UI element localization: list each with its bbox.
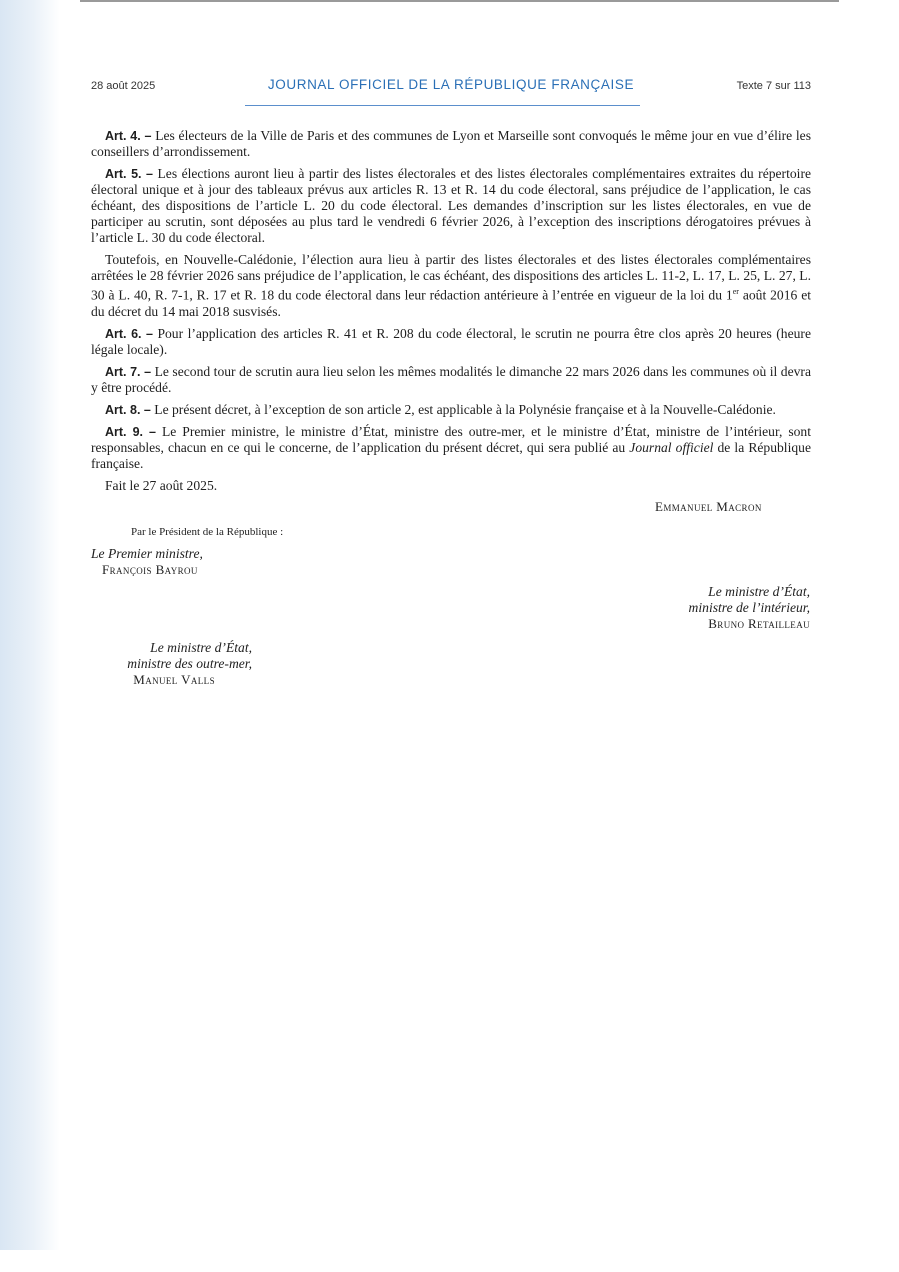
- article-7: [91, 364, 811, 396]
- president-signature: [655, 499, 762, 515]
- outremer-title-1: Le ministre d’État,: [150, 640, 252, 655]
- president-name: Emmanuel Macron: [655, 499, 762, 514]
- outremer-title-2: ministre des outre-mer,: [127, 656, 252, 671]
- article-8: [91, 402, 811, 418]
- decree-body: [91, 128, 811, 500]
- page-header: [91, 76, 811, 98]
- header-rule: [245, 105, 640, 106]
- done-at: Fait le 27 août 2025.: [105, 477, 218, 493]
- outremer-name: Manuel Valls: [133, 672, 215, 687]
- article-4: [91, 128, 811, 160]
- paragraph-text: août 2016 et du décret du 14 mai 2018 susvisés.: [91, 287, 811, 319]
- article-text-italic: Journal officiel: [629, 439, 714, 455]
- article-text: Pour l’application des articles R. 41 et R. 208 du code électoral, le scrutin ne pourra être clos après 20 heures (heure légale locale).: [91, 325, 811, 357]
- top-rule: [80, 0, 839, 2]
- article-5-continuation: [91, 252, 811, 320]
- article-5: [91, 166, 811, 246]
- superscript: er: [732, 287, 739, 296]
- interieur-name: Bruno Retailleau: [708, 616, 810, 631]
- article-text: Le Premier ministre, le ministre d’État, ministre des outre-mer, et le ministre d’État, ministre de l’intérieur, sont responsables, chacun en ce qui le concerne, de l’application du présent décret, qui sera publié au: [91, 423, 811, 455]
- article-label: Art. 8. –: [105, 402, 151, 417]
- page-number: Texte 7 sur 113: [736, 80, 811, 92]
- journal-title: JOURNAL OFFICIEL DE LA RÉPUBLIQUE FRANÇAISE: [267, 77, 635, 92]
- article-label: Art. 4. –: [105, 129, 152, 143]
- outremer-signature: [80, 640, 252, 688]
- article-label: Art. 7. –: [105, 364, 152, 379]
- interieur-title-2: ministre de l’intérieur,: [688, 600, 810, 615]
- article-9: [91, 424, 811, 472]
- article-label: Art. 9. –: [105, 424, 156, 439]
- premier-name: François Bayrou: [102, 562, 198, 577]
- article-text: Le présent décret, à l’exception de son article 2, est applicable à la Polynésie française et à la Nouvelle-Calédonie.: [154, 401, 776, 417]
- premier-title: Le Premier ministre,: [91, 546, 203, 561]
- article-text: Les élections auront lieu à partir des listes électorales et des listes électorales complémentaires extraites du répertoire électoral unique et à jour des tableaux prévus aux articles R. 13 et R. 14 du code électoral, sans préjudice de l’application, le cas échéant, des dispositions de l’article L. 20 du code électoral. Les demandes d’inscription sur les listes électorales, en vue de participer au scrutin, sont déposées au plus tard le vendredi 6 février 2026, à l’exception des inscriptions dérogatoires prévues à l’article L. 30 du code électoral.: [91, 166, 811, 245]
- interieur-signature: [620, 584, 810, 632]
- article-text: Les électeurs de la Ville de Paris et des communes de Lyon et Marseille sont convoqués le même jour en vue d’élire les conseillers d’arrondissement.: [91, 128, 812, 159]
- article-label: Art. 6. –: [105, 326, 153, 341]
- article-text: Le second tour de scrutin aura lieu selon les mêmes modalités le dimanche 22 mars 2026 dans les communes où il devra y être procédé.: [91, 363, 811, 395]
- paragraph-text: Toutefois, en Nouvelle-Calédonie, l’élection aura lieu à partir des listes électorales et des listes électorales complémentaires arrêtées le 28 février 2026 sans préjudice de l’application, le cas échéant, des dispositions des articles L. 11-2, L. 17, L. 25, L. 27, L. 30 à L. 40, R. 7-1, R. 17 et R. 18 du code électoral dans leur rédaction antérieure à l’entrée en vigueur de la loi du 1: [91, 252, 811, 303]
- article-text: de la République française.: [91, 439, 811, 471]
- premier-signature: [91, 546, 203, 578]
- header-date: 28 août 2025: [91, 80, 156, 92]
- scan-margin-shade: [0, 0, 60, 1250]
- article-label: Art. 5. –: [105, 167, 153, 181]
- article-6: [91, 326, 811, 358]
- by-president-line: Par le Président de la République :: [131, 526, 284, 538]
- interieur-title-1: Le ministre d’État,: [708, 584, 810, 599]
